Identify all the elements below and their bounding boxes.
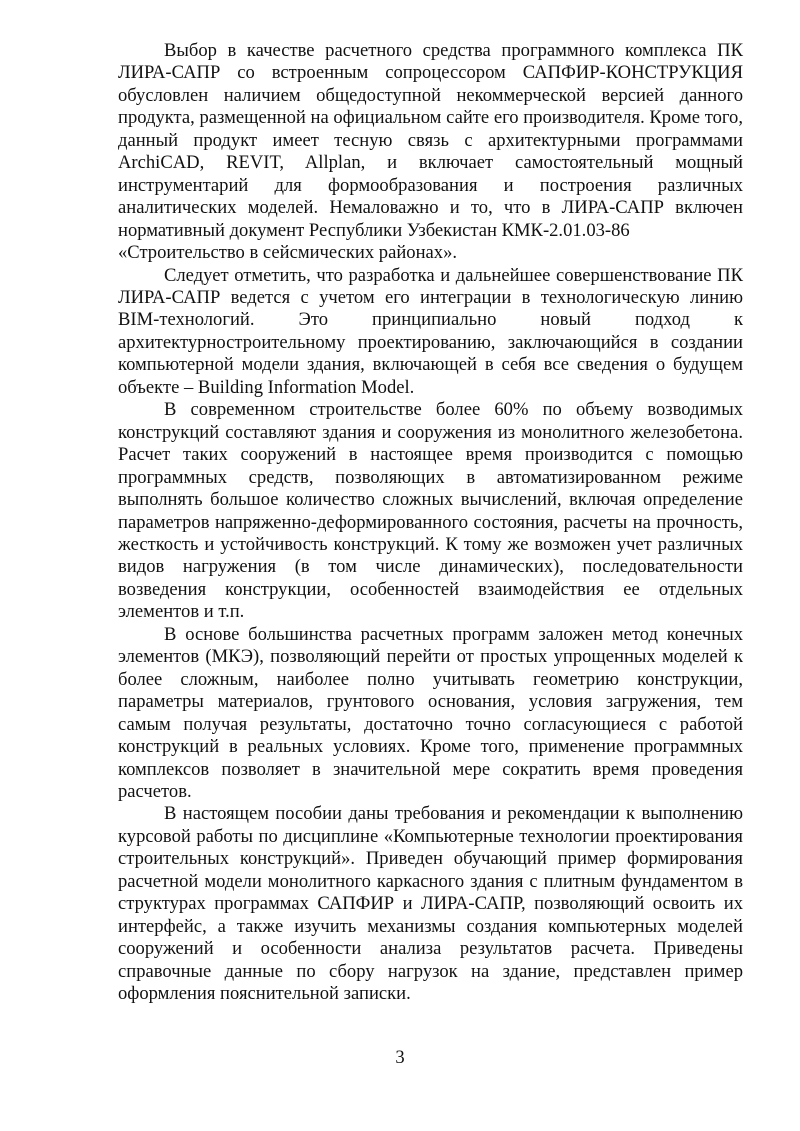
- page-number: 3: [395, 1047, 405, 1068]
- paragraph-2: Следует отметить, что разработка и дальнейшее совершенствование ПК ЛИРА-САПР ведется с учетом его интеграции в технологическую линию BIM-технологий. Это принципиально новый подход к архитектурностроительному проектированию, заключающийся в создании компьютерной модели здания, включающей в себя все сведения о будущем объекте – Building Information Model.: [118, 264, 743, 398]
- body-text: [118, 40, 743, 1005]
- paragraph-5: В настоящем пособии даны требования и рекомендации к выполнению курсовой работы по дисциплине «Компьютерные технологии проектирования строительных конструкций». Приведен обучающий пример формирования расчетной модели монолитного каркасного здания с плитным фундаментом в структурах программах САПФИР и ЛИРА-САПР, позволяющий освоить их интерфейс, а также изучить механизмы создания компьютерных моделей сооружений и особенности анализа результатов расчета. Приведены справочные данные по сбору нагрузок на здание, представлен пример оформления пояснительной записки.: [118, 803, 743, 1005]
- paragraph-4: В основе большинства расчетных программ заложен метод конечных элементов (МКЭ), позволяющий перейти от простых упрощенных моделей к более сложным, наиболее полно учитывать геометрию конструкции, параметры материалов, грунтового основания, условия загружения, тем самым получая результаты, достаточно точно согласующиеся с работой конструкций в реальных условиях. Кроме того, применение программных комплексов позволяет в значительной мере сократить время проведения расчетов.: [118, 623, 743, 802]
- paragraph-3: В современном строительстве более 60% по объему возводимых конструкций составляют здания и сооружения из монолитного железобетона. Расчет таких сооружений в настоящее время производится с помощью программных средств, позволяющих в автоматизированном режиме выполнять большое количество сложных вычислений, включая определение параметров напряженно-деформированного состояния, расчеты на прочность, жесткость и устойчивость конструкций. К тому же возможен учет различных видов нагружения (в том числе динамических), последовательности возведения конструкции, особенностей взаимодействия ее отдельных элементов и т.п.: [118, 399, 743, 623]
- paragraph-1: Выбор в качестве расчетного средства программного комплекса ПК ЛИРА-САПР со встроенным сопроцессором САПФИР-КОНСТРУКЦИЯ обусловлен наличием общедоступной некоммерческой версией данного продукта, размещенной на официальном сайте его производителя. Кроме того, данный продукт имеет тесную связь с архитектурными программами ArchiCAD, REVIT, Allplan, и включает самостоятельный мощный инструментарий для формообразования и построения различных аналитических моделей. Немаловажно и то, что в ЛИРА-САПР включен нормативный документ Республики Узбекистан КМК-2.01.03-86 «Строительство в сейсмических районах».: [118, 40, 743, 264]
